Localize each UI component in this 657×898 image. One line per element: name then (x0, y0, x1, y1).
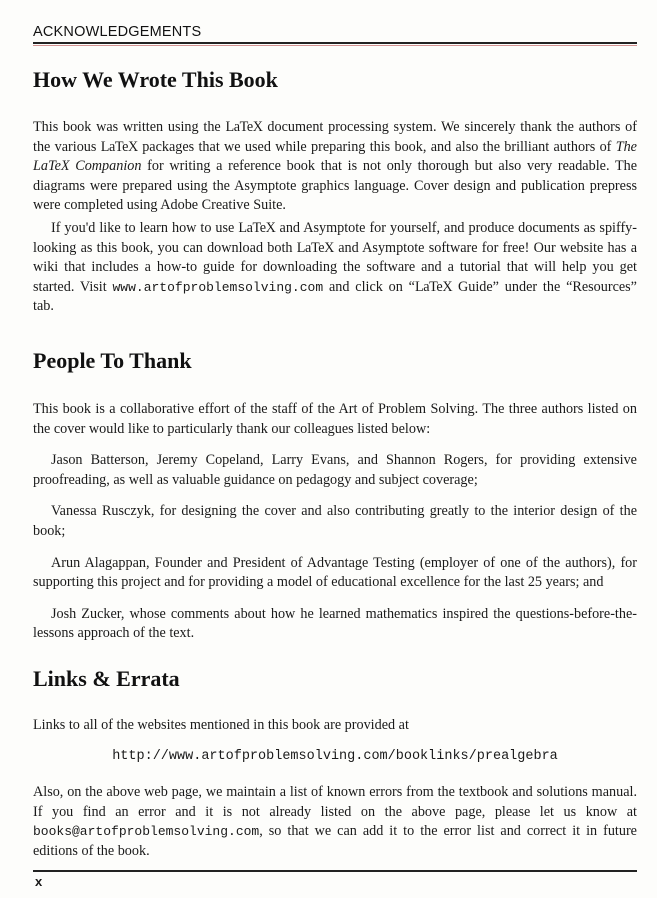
text-run: Guide” under the “Resources” tab. (33, 278, 637, 315)
text-run: for writing a reference book that is not only thorough but also very readable. The diagrams were prepared using the Asymptote graphics language. Cover design and publication prepress were completed using Adobe Creative Suite. (33, 158, 637, 214)
text-run: Also, on the above web page, we maintain a list of known errors from the textbook and solutions manual. If you find an error and it is not already listed on the above page, please let us know at (33, 784, 637, 820)
booklinks-url[interactable]: http://www.artofproblemsolving.com/booklinks/prealgebra (112, 749, 558, 764)
section-heading-how-we-wrote: How We Wrote This Book (33, 67, 278, 92)
running-head: ACKNOWLEDGEMENTS (33, 24, 202, 40)
links-intro (33, 716, 637, 736)
thanks-item: Jason Batterson, Jeremy Copeland, Larry Evans, and Shannon Rogers, for providing extensive proofreading, as well as valuable guidance on pedagogy and subject coverage; (33, 452, 637, 488)
section-how-we-wrote-body (33, 118, 637, 317)
email-link[interactable]: books@artofproblemsolving.com (33, 824, 260, 840)
text-run: , so that we can add it to the error list and correct it in future editions of the book. (33, 823, 637, 859)
book-title: The LaTeX Companion (33, 138, 637, 175)
text-run: and Asymptote software for free! Our website has a wiki that includes a how-to guide for downloading the software and a tutorial that will help you get started. Visit (33, 239, 637, 295)
section-links-errata-body (33, 783, 637, 861)
text-run: and Asymptote for yourself, and produce documents as spiffy-looking as this book, you can download both (33, 219, 638, 256)
page-number: x (35, 874, 43, 889)
paragraph (33, 219, 637, 317)
latex-logo: LaTeX (100, 138, 138, 155)
text-run: If you'd like to learn how to use (51, 219, 239, 236)
latex-logo: LaTeX (225, 119, 263, 135)
header-rule-accent (33, 45, 637, 46)
latex-logo: LaTeX (414, 278, 453, 295)
paragraph: This book is a collaborative effort of the staff of the Art of Problem Solving. The three authors listed on the cover would like to particularly thank our colleagues listed below: (33, 401, 637, 437)
text-run: This book was written using the (33, 119, 226, 135)
paragraph: Links to all of the websites mentioned in this book are provided at (33, 717, 409, 733)
footer-rule (33, 870, 637, 872)
section-heading-people-to-thank: People To Thank (33, 348, 192, 373)
latex-logo: LaTeX (238, 219, 276, 236)
section-people-to-thank-body (33, 400, 637, 644)
text-run: and click on “ (323, 278, 415, 295)
text-run: packages that we used while preparing this book, and also the brilliant authors of (137, 138, 616, 155)
text-run: document processing system. We sincerely thank the authors of the various (33, 119, 637, 155)
website-link[interactable]: www.artofproblemsolving.com (112, 279, 324, 295)
latex-logo: LaTeX (296, 239, 334, 256)
header-rule (33, 42, 637, 44)
section-heading-links-errata: Links & Errata (33, 666, 180, 691)
paragraph (33, 118, 637, 216)
thanks-item: Arun Alagappan, Founder and President of Advantage Testing (employer of one of the authors), for supporting this project and for providing a model of educational excellence for the last 25 years; and (33, 554, 637, 591)
thanks-item: Vanessa Rusczyk, for designing the cover and also contributing greatly to the interior design of the book; (33, 503, 637, 539)
paragraph (33, 783, 637, 861)
thanks-item: Josh Zucker, whose comments about how he learned mathematics inspired the questions-before-the-lessons approach of the text. (33, 605, 637, 642)
